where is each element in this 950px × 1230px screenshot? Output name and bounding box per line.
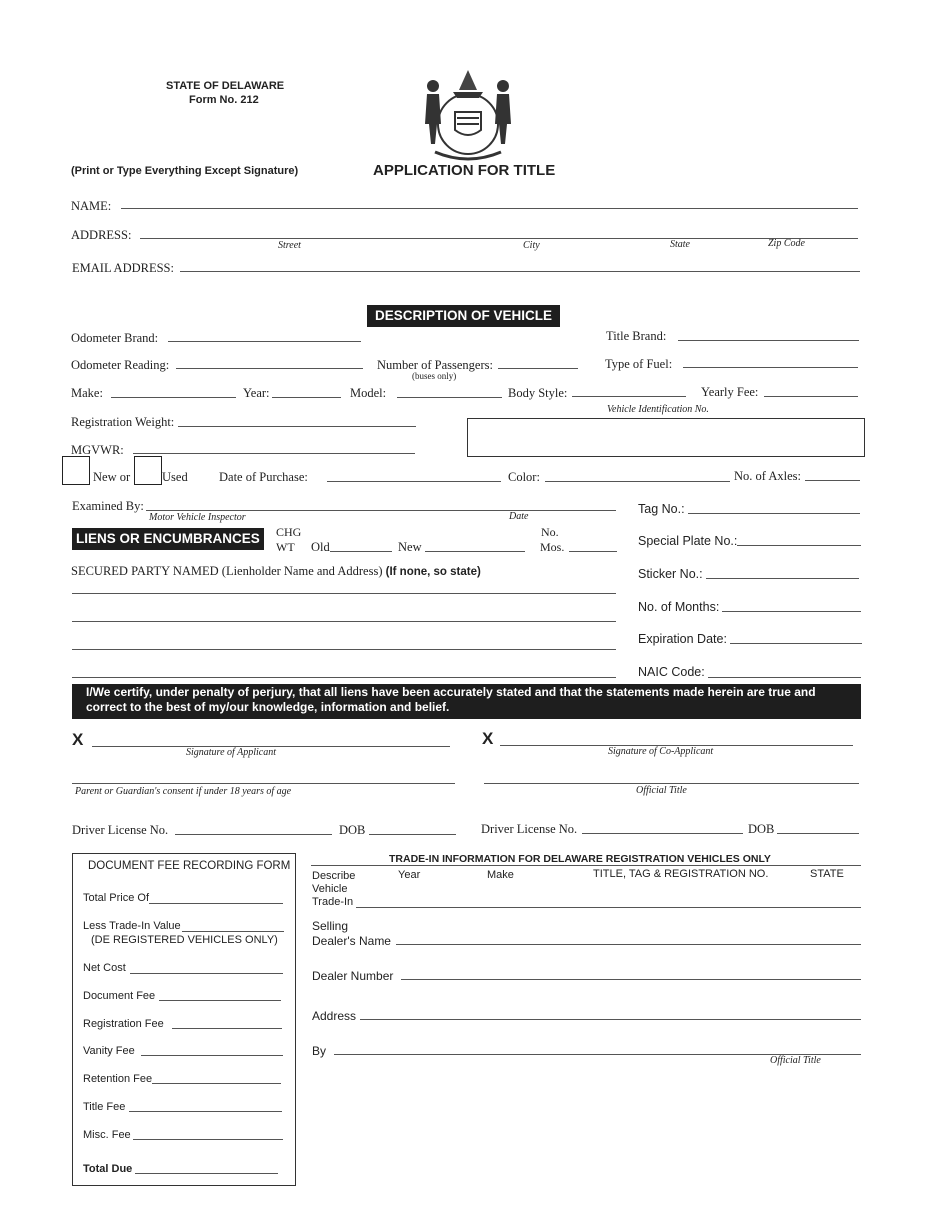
months-field[interactable] <box>571 536 615 550</box>
retention-fee-label: Retention Fee <box>83 1073 153 1085</box>
registration-weight-label: Registration Weight: <box>71 415 175 429</box>
date-caption: Date <box>509 511 529 522</box>
date-of-purchase-label: Date of Purchase: <box>219 470 308 484</box>
examined-by-label: Examined By: <box>72 499 144 513</box>
old-label: Old <box>311 540 330 554</box>
name-field[interactable] <box>123 194 853 208</box>
expiration-date-label: Expiration Date: <box>638 632 727 646</box>
total-due-field[interactable] <box>137 1158 276 1172</box>
total-price-field[interactable] <box>151 888 281 902</box>
old-weight-field[interactable] <box>332 536 390 550</box>
yearly-fee-label: Yearly Fee: <box>701 385 759 399</box>
dealer-official-title-caption: Official Title <box>770 1055 821 1066</box>
vin-field[interactable] <box>467 418 865 457</box>
dealer-name-field[interactable] <box>398 929 858 943</box>
state-heading: STATE OF DELAWARE <box>166 80 285 92</box>
selling-label: Selling <box>312 919 349 933</box>
passengers-label: Number of Passengers: <box>377 358 493 372</box>
special-plate-field[interactable] <box>739 530 858 544</box>
fuel-label: Type of Fuel: <box>605 357 673 371</box>
title-brand-field[interactable] <box>680 325 856 339</box>
trade-in-title: TRADE-IN INFORMATION FOR DELAWARE REGISTRATION VEHICLES ONLY <box>389 853 771 865</box>
total-price-label: Total Price Of <box>83 892 150 904</box>
wt-label: WT <box>276 540 295 554</box>
yearly-fee-field[interactable] <box>766 381 855 395</box>
certification-statement: I/We certify, under penalty of perjury, that all liens have been accurately stated and that the statements made herein are true and correct to the best of my/our knowledge, information and belief. <box>72 684 861 719</box>
print-instruction: (Print or Type Everything Except Signature) <box>71 165 299 177</box>
vanity-fee-field[interactable] <box>143 1040 281 1054</box>
dealer-number-field[interactable] <box>403 964 858 978</box>
odometer-reading-label: Odometer Reading: <box>71 358 170 372</box>
new-checkbox[interactable] <box>62 456 90 485</box>
vin-caption: Vehicle Identification No. <box>607 404 709 415</box>
naic-code-label: NAIC Code: <box>638 665 705 679</box>
odometer-reading-field[interactable] <box>178 353 360 367</box>
make-label: Make: <box>71 386 103 400</box>
co-applicant-dl-label: Driver License No. <box>481 822 578 836</box>
trade-year-header: Year <box>398 869 421 881</box>
retention-fee-field[interactable] <box>154 1068 279 1082</box>
registration-fee-label: Registration Fee <box>83 1018 164 1030</box>
no-of-months-field[interactable] <box>724 596 858 610</box>
misc-fee-label: Misc. Fee <box>83 1129 131 1141</box>
de-registered-note: (DE REGISTERED VEHICLES ONLY) <box>91 934 278 946</box>
buses-only-note: (buses only) <box>412 371 457 381</box>
passengers-field[interactable] <box>500 353 575 367</box>
address-field[interactable] <box>142 223 852 237</box>
registration-fee-field[interactable] <box>174 1013 280 1027</box>
less-trade-in-field[interactable] <box>184 916 282 930</box>
document-fee-label: Document Fee <box>83 990 156 1002</box>
net-cost-label: Net Cost <box>83 962 126 974</box>
city-caption: City <box>523 240 540 251</box>
mgvwr-field[interactable] <box>135 438 412 452</box>
tag-no-field[interactable] <box>690 498 857 512</box>
co-applicant-signature-field[interactable] <box>502 730 850 744</box>
make-field[interactable] <box>113 382 233 396</box>
dealer-address-label: Address <box>312 1009 357 1023</box>
co-applicant-dob-field[interactable] <box>779 818 856 832</box>
trade-in-vehicle-field[interactable] <box>358 892 858 906</box>
new-weight-field[interactable] <box>427 536 522 550</box>
applicant-dl-label: Driver License No. <box>72 823 169 837</box>
vehicle-label: Vehicle <box>312 883 348 895</box>
used-label: Used <box>162 470 188 484</box>
body-style-field[interactable] <box>574 381 683 395</box>
less-trade-in-label: Less Trade-In Value <box>83 920 181 932</box>
co-applicant-signature-caption: Signature of Co-Applicant <box>608 746 714 757</box>
document-fee-field[interactable] <box>161 985 279 999</box>
color-label: Color: <box>508 470 540 484</box>
new-or-label: New or <box>93 470 131 484</box>
lienholder-line-2[interactable] <box>74 606 614 620</box>
co-applicant-official-title-field[interactable] <box>486 768 856 782</box>
guardian-consent-caption: Parent or Guardian's consent if under 18 years of age <box>75 786 292 797</box>
odometer-brand-field[interactable] <box>170 326 358 340</box>
chg-label: CHG <box>276 525 302 539</box>
applicant-signature-field[interactable] <box>94 731 446 745</box>
title-brand-label: Title Brand: <box>606 329 667 343</box>
street-caption: Street <box>278 240 301 251</box>
dealer-number-label: Dealer Number <box>312 969 394 983</box>
lienholder-line-1[interactable] <box>74 578 614 592</box>
axles-field[interactable] <box>807 465 857 479</box>
date-of-purchase-field[interactable] <box>329 466 498 480</box>
applicant-dl-field[interactable] <box>177 819 329 833</box>
co-applicant-dob-label: DOB <box>748 822 775 836</box>
new-label: New <box>398 540 422 554</box>
co-applicant-x-mark: X <box>482 729 494 748</box>
body-style-label: Body Style: <box>508 386 568 400</box>
fee-form-title: DOCUMENT FEE RECORDING FORM <box>88 860 291 872</box>
examined-by-field[interactable] <box>148 495 613 509</box>
odometer-brand-label: Odometer Brand: <box>71 331 159 345</box>
co-applicant-official-title-caption: Official Title <box>636 785 687 796</box>
fuel-field[interactable] <box>685 352 855 366</box>
by-label: By <box>312 1044 327 1058</box>
registration-weight-field[interactable] <box>180 411 413 425</box>
total-due-label: Total Due <box>83 1163 133 1175</box>
naic-code-field[interactable] <box>710 662 858 676</box>
lienholder-line-3[interactable] <box>74 634 614 648</box>
mgvwr-label: MGVWR: <box>71 443 124 457</box>
net-cost-field[interactable] <box>132 958 281 972</box>
vanity-fee-label: Vanity Fee <box>83 1045 135 1057</box>
used-checkbox[interactable] <box>134 456 162 485</box>
model-field[interactable] <box>399 382 499 396</box>
model-label: Model: <box>350 386 387 400</box>
co-applicant-dl-field[interactable] <box>584 818 740 832</box>
trade-title-tag-header: TITLE, TAG & REGISTRATION NO. <box>593 868 769 880</box>
sticker-field[interactable] <box>708 563 856 577</box>
lienholder-line-4[interactable] <box>74 662 614 676</box>
secured-party-text: SECURED PARTY NAMED (Lienholder Name and Address) <box>71 564 383 578</box>
no-label: No. <box>541 525 559 539</box>
guardian-consent-field[interactable] <box>74 768 452 782</box>
name-label: NAME: <box>71 199 112 213</box>
trade-make-header: Make <box>487 869 514 881</box>
email-field[interactable] <box>182 256 852 270</box>
axles-label: No. of Axles: <box>734 469 802 483</box>
mos-label: Mos. <box>540 540 565 554</box>
sticker-label: Sticker No.: <box>638 567 703 581</box>
zip-caption: Zip Code <box>768 238 805 249</box>
trade-in-label: Trade-In <box>312 896 354 908</box>
year-label: Year: <box>243 386 270 400</box>
tag-no-label: Tag No.: <box>638 502 685 516</box>
no-of-months-label: No. of Months: <box>638 600 720 614</box>
title-fee-label: Title Fee <box>83 1101 126 1113</box>
address-label: ADDRESS: <box>71 228 132 242</box>
inspector-caption: Motor Vehicle Inspector <box>149 512 246 523</box>
trade-state-header: STATE <box>810 868 844 880</box>
year-field[interactable] <box>274 382 338 396</box>
dealer-name-label: Dealer's Name <box>312 934 391 948</box>
liens-section-title: LIENS OR ENCUMBRANCES <box>72 528 264 550</box>
vehicle-section-title: DESCRIPTION OF VEHICLE <box>367 305 560 327</box>
applicant-x-mark: X <box>72 730 84 749</box>
dealer-address-field[interactable] <box>362 1004 858 1018</box>
color-field[interactable] <box>547 466 727 480</box>
if-none-note: (If none, so state) <box>385 566 481 578</box>
email-label: EMAIL ADDRESS: <box>72 261 174 275</box>
state-caption: State <box>670 239 690 250</box>
applicant-dob-field[interactable] <box>371 819 453 833</box>
form-number: Form No. 212 <box>189 94 259 106</box>
describe-label: Describe <box>312 870 356 882</box>
applicant-signature-caption: Signature of Applicant <box>186 747 276 758</box>
form-title: APPLICATION FOR TITLE <box>373 162 556 179</box>
special-plate-label: Special Plate No.: <box>638 534 738 548</box>
dealer-by-field[interactable] <box>336 1039 858 1053</box>
title-fee-field[interactable] <box>131 1096 280 1110</box>
secured-party-label <box>71 564 481 579</box>
delaware-state-seal-icon <box>415 62 521 162</box>
expiration-date-field[interactable] <box>732 628 859 642</box>
misc-fee-field[interactable] <box>135 1124 281 1138</box>
applicant-dob-label: DOB <box>339 823 366 837</box>
